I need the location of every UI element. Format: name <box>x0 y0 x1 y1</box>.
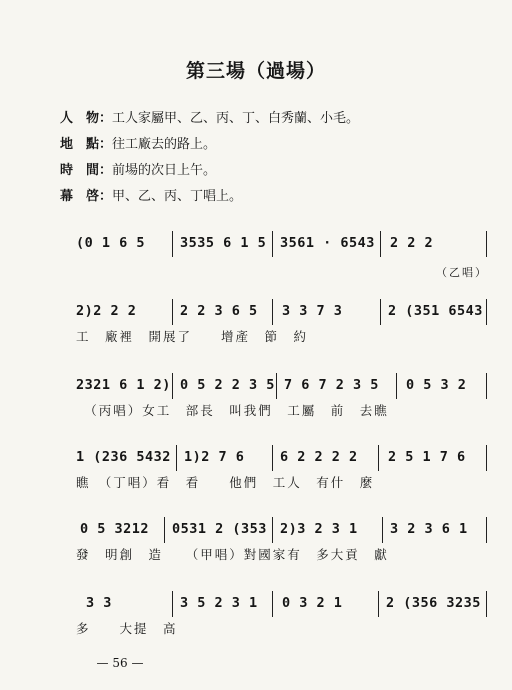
info-row-time <box>60 160 359 186</box>
scene-title: 第三場（過場） <box>185 60 326 82</box>
measure: (0 1 6 5 <box>76 235 146 251</box>
bar-line <box>276 373 277 399</box>
measure: 2 (351 6543 <box>388 303 483 319</box>
lyrics-text: 多 大提 高 <box>76 621 178 636</box>
measure: 2 2 3 6 5 <box>180 303 258 319</box>
lyrics-line <box>76 544 488 566</box>
lyrics-text: 工 廠裡 開展了 增產 節 約 <box>76 329 309 344</box>
info-key: 時 間： <box>60 163 113 178</box>
measure: 0 5 3 2 <box>406 377 467 393</box>
bar-line <box>272 231 273 257</box>
notation-line <box>76 514 488 544</box>
music-system-4 <box>76 442 488 494</box>
bar-line <box>396 373 397 399</box>
music-system-6 <box>76 588 488 640</box>
measure: 0 3 2 1 <box>282 595 343 611</box>
info-value: 甲、乙、丙、丁唱上。 <box>112 189 243 204</box>
measure: 3 3 <box>86 595 112 611</box>
bar-line <box>486 299 487 325</box>
lyrics-text: 發 明創 造 （甲唱）對國家有 多大貢 獻 <box>76 547 389 562</box>
lyrics-line <box>76 400 488 422</box>
bar-line <box>176 445 177 471</box>
measure: 2)3 2 3 1 <box>280 521 358 537</box>
lyrics-line <box>76 472 488 494</box>
bar-line <box>378 591 379 617</box>
measure: 6 2 2 2 2 <box>280 449 358 465</box>
measure: 2)2 2 2 <box>76 303 137 319</box>
bar-line <box>486 591 487 617</box>
info-row-place <box>60 134 359 160</box>
measure: 0 5 2 2 3 5 <box>180 377 275 393</box>
scene-info <box>60 108 359 212</box>
bar-line <box>486 231 487 257</box>
measure: 3 5 2 3 1 <box>180 595 258 611</box>
page-number: — 56 — <box>96 656 144 670</box>
music-system-1 <box>76 228 488 280</box>
bar-line <box>272 591 273 617</box>
info-value: 往工廠去的路上。 <box>112 137 217 152</box>
bar-line <box>486 373 487 399</box>
info-key: 地 點： <box>60 137 113 152</box>
lyrics-line <box>76 258 488 280</box>
bar-line <box>172 373 173 399</box>
bar-line <box>380 299 381 325</box>
measure: 3 2 3 6 1 <box>390 521 468 537</box>
music-system-3 <box>76 370 488 422</box>
lyrics-line <box>76 618 488 640</box>
measure: 2 5 1 7 6 <box>388 449 466 465</box>
info-key: 幕 啓： <box>60 189 113 204</box>
measure: 3 3 7 3 <box>282 303 343 319</box>
bar-line <box>164 517 165 543</box>
info-row-curtain <box>60 186 359 212</box>
bar-line <box>380 231 381 257</box>
bar-line <box>172 231 173 257</box>
info-value: 工人家屬甲、乙、丙、丁、白秀蘭、小毛。 <box>112 111 360 126</box>
bar-line <box>272 445 273 471</box>
bar-line <box>172 299 173 325</box>
notation-line <box>76 296 488 326</box>
notation-line <box>76 370 488 400</box>
lyrics-line <box>76 326 488 348</box>
music-system-5 <box>76 514 488 566</box>
bar-line <box>378 445 379 471</box>
lyrics-text: （丙唱）女工 部長 叫我們 工屬 前 去瞧 <box>76 403 389 418</box>
measure: 3561 · 6543 <box>280 235 375 251</box>
measure: 3535 6 1 5 <box>180 235 267 251</box>
measure: 0531 2 (353 <box>172 521 267 537</box>
info-row-characters <box>60 108 359 134</box>
notation-line <box>76 442 488 472</box>
bar-line <box>382 517 383 543</box>
measure: 7 6 7 2 3 5 <box>284 377 379 393</box>
bar-line <box>486 517 487 543</box>
singer-cue: （乙唱） <box>436 266 488 279</box>
notation-line <box>76 588 488 618</box>
lyrics-text: 瞧 （丁唱）看 看 他們 工人 有什 麼 <box>76 475 375 490</box>
measure: 2 (356 3235 <box>386 595 481 611</box>
measure: 1 (236 5432 <box>76 449 171 465</box>
music-system-2 <box>76 296 488 348</box>
measure: 2321 6 1 2) <box>76 377 171 393</box>
measure: 2 2 2 <box>390 235 434 251</box>
bar-line <box>272 517 273 543</box>
bar-line <box>172 591 173 617</box>
info-key: 人 物： <box>60 111 113 126</box>
bar-line <box>272 299 273 325</box>
measure: 0 5 3212 <box>80 521 150 537</box>
notation-line <box>76 228 488 258</box>
bar-line <box>486 445 487 471</box>
measure: 1)2 7 6 <box>184 449 245 465</box>
info-value: 前場的次日上午。 <box>112 163 217 178</box>
